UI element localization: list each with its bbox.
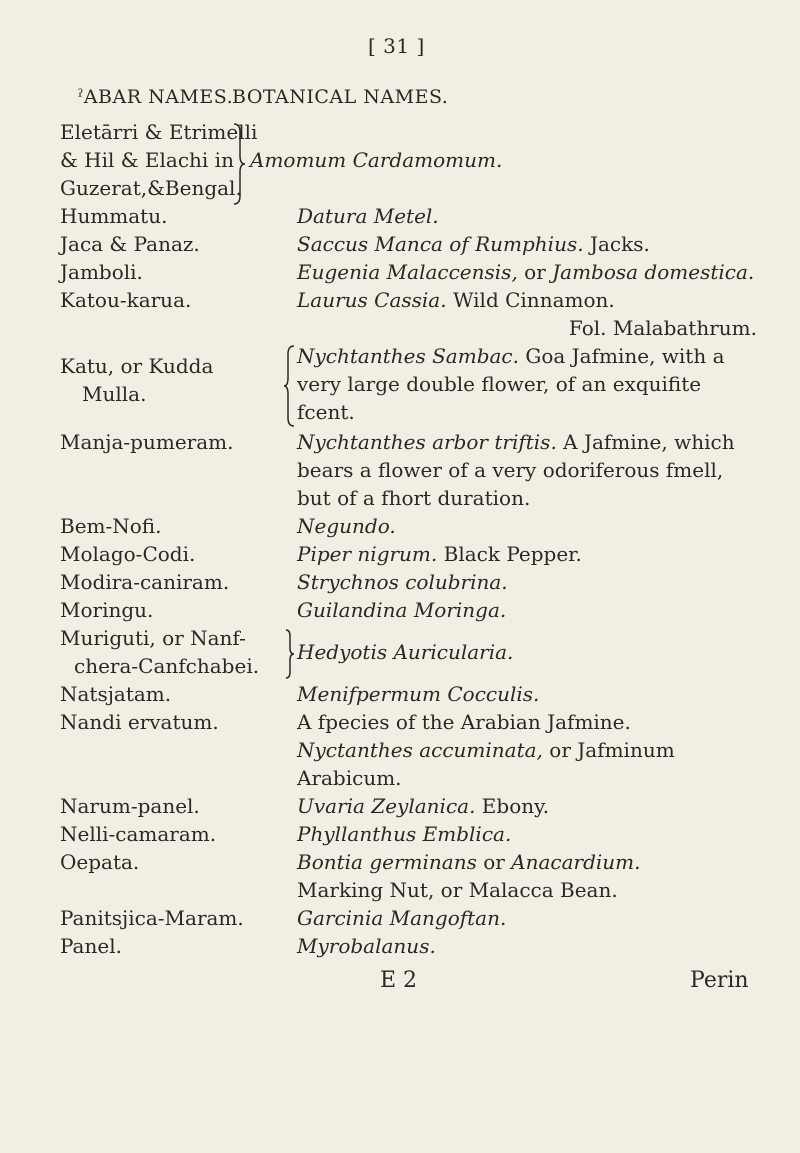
entry-right: Phyllanthus Emblica.	[297, 822, 512, 846]
entry-left: Natsjatam.	[60, 682, 172, 706]
entry-left: Jamboli.	[60, 260, 143, 284]
signature-mark: E 2	[380, 968, 418, 993]
entry-right: Eugenia Malaccensis, or Jambosa domestica.	[297, 260, 755, 284]
entry-left: Muriguti, or Nanf- chera-Canfchabei.	[60, 626, 260, 678]
entry-left: Panitsjica-Maram.	[60, 906, 244, 930]
entry-left: Nelli-camaram.	[60, 822, 217, 846]
catchword: Perin	[690, 968, 749, 993]
entry-left: Hummatu.	[60, 204, 168, 228]
brace-icon	[284, 628, 296, 680]
entry-right: A fpecies of the Arabian Jafmine.	[297, 710, 631, 734]
entry-right: Garcinia Mangoftan.	[297, 906, 507, 930]
entry-right: Saccus Manca of Rumphius. Jacks.	[297, 232, 650, 256]
entry-left: Bem-Nofi.	[60, 514, 162, 538]
entry-right: Hedyotis Auricularia.	[297, 640, 514, 664]
entry-right: Uvaria Zeylanica. Ebony.	[297, 794, 550, 818]
entry-right: Myrobalanus.	[297, 934, 436, 958]
entry-right: Amomum Cardamomum.	[250, 148, 503, 172]
entry-right: Nychtanthes Sambac. Goa Jafmine, with a very large double flower, of an exquifite fcent.	[297, 344, 725, 424]
entry-right-continuation: Marking Nut, or Malacca Bean.	[297, 878, 618, 902]
entry-right: Piper nigrum. Black Pepper.	[297, 542, 582, 566]
brace-icon	[232, 122, 246, 206]
entry-left: Eletārri & Etrimelli & Hil & Elachi in Guzerat,&Bengal.	[60, 120, 258, 200]
entry-right: Laurus Cassia. Wild Cinnamon.	[297, 288, 615, 312]
entry-right: Negundo.	[297, 514, 396, 538]
entry-left: Panel.	[60, 934, 122, 958]
entry-left: Molago-Codi.	[60, 542, 196, 566]
entry-right: Bontia germinans or Anacardium.	[297, 850, 641, 874]
entry-left: Oepata.	[60, 850, 140, 874]
entry-right-continuation: Fol. Malabathrum.	[568, 316, 757, 340]
entry-left: Narum-panel.	[60, 794, 200, 818]
column-heading-right: BOTANICAL NAMES.	[232, 86, 449, 108]
entry-left: Katou-karua.	[60, 288, 192, 312]
entry-right: Strychnos colubrina.	[297, 570, 508, 594]
entry-right: Datura Metel.	[297, 204, 439, 228]
entry-left: Manja-pumeram.	[60, 430, 234, 454]
entry-left: Katu, or Kudda Mulla.	[60, 354, 214, 406]
brace-icon	[284, 344, 296, 428]
entry-right: Menifpermum Cocculis.	[297, 682, 540, 706]
entry-left: Jaca & Panaz.	[60, 232, 200, 256]
entry-left: Modira-caniram.	[60, 570, 230, 594]
page-number: [ 31 ]	[368, 34, 425, 58]
entry-left: Nandi ervatum.	[60, 710, 219, 734]
column-heading-left: ˀABAR NAMES.	[78, 86, 234, 108]
entry-right: Nychtanthes arbor triftis. A Jafmine, which bears a flower of a very odoriferous fmell, but of a fhort duration.	[297, 430, 735, 510]
entry-right: Guilandina Moringa.	[297, 598, 507, 622]
entry-right: Nyctanthes accuminata, or Jafminum Arabicum.	[297, 738, 675, 790]
entry-left: Moringu.	[60, 598, 154, 622]
